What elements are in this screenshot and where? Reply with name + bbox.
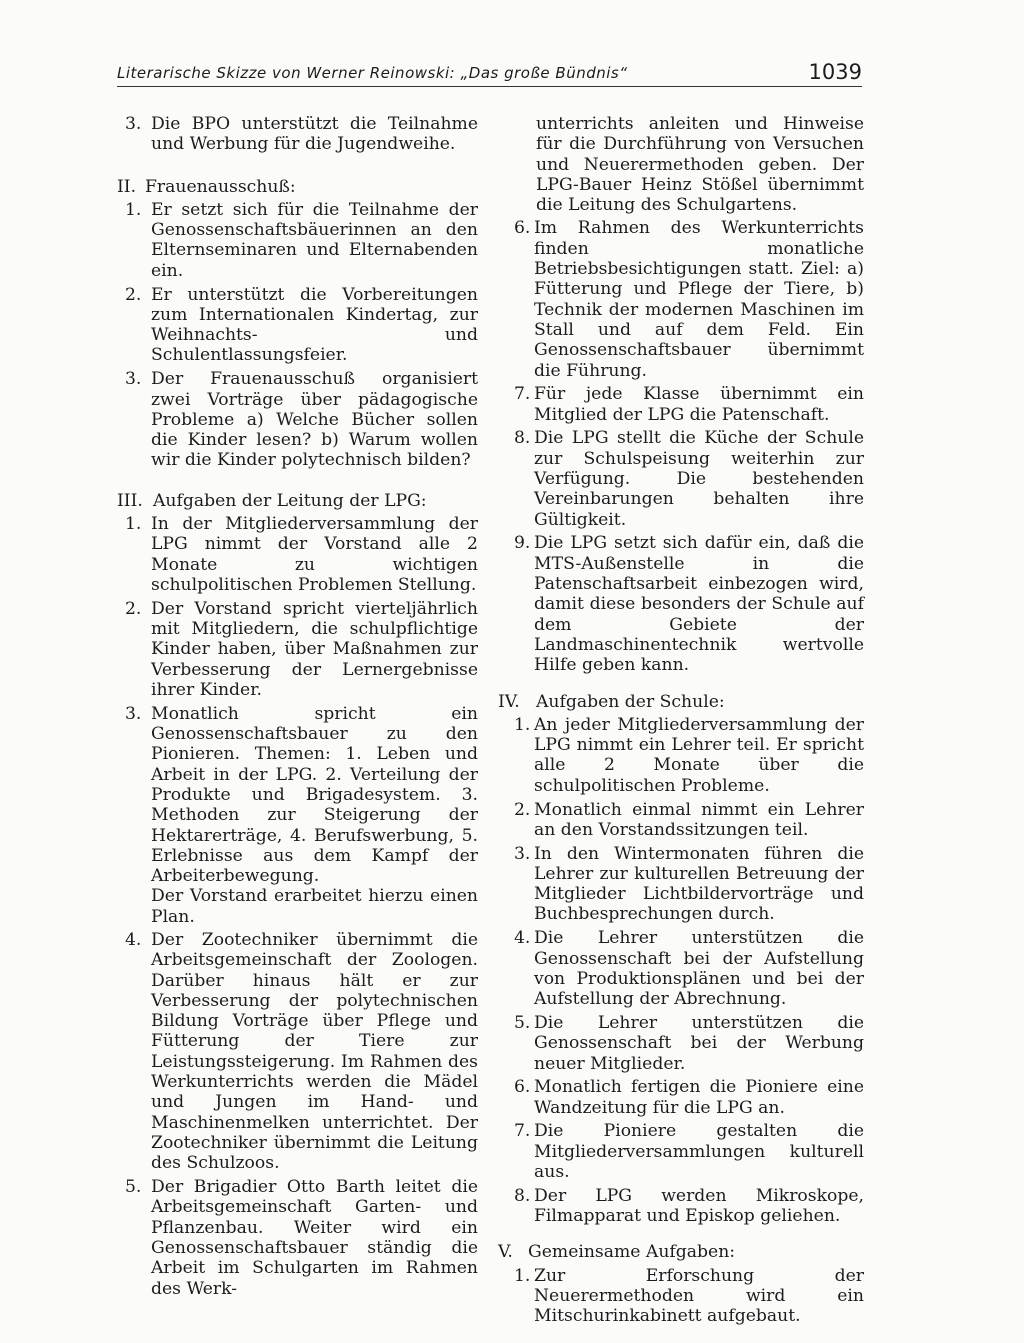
section-heading-iv: [498, 692, 864, 712]
list-item: [498, 1013, 864, 1074]
section-ii-list: [117, 200, 478, 471]
left-column: [117, 114, 478, 1302]
item-continuation: unterrichts anleiten und Hinweise für die Durchführung von Versuchen und Neuerermethoden geben. Der LPG-Bauer Heinz Stößel übernimmt die Leitung des Schulgartens.: [536, 114, 864, 216]
list-item: [498, 1077, 864, 1118]
list-item: [117, 1177, 478, 1299]
section-number: III.: [117, 490, 143, 511]
item-text: In der Mitgliederversammlung der LPG nimmt der Vorstand alle 2 Monate zu wichtigen schulpolitischen Problemen Stellung.: [151, 514, 478, 595]
item-number: 3.: [125, 703, 142, 724]
item-number: 9.: [514, 533, 531, 554]
list-item: [498, 1121, 864, 1182]
item-text: Der Frauenausschuß organisiert zwei Vorträge über pädagogische Probleme a) Welche Bücher sollen die Kinder lesen? b) Warum wollen wir die Kinder polytechnisch bilden?: [151, 369, 478, 471]
section-iii-list: [117, 514, 478, 1299]
item-text: Die Lehrer unterstützen die Genossenschaft bei der Aufstellung von Produktionsplänen und bei der Aufstellung der Abrechnung.: [534, 928, 864, 1010]
section-number: IV.: [498, 691, 520, 712]
list-item: [117, 599, 478, 700]
list-item: [498, 800, 864, 841]
section-iii-list-continued: [498, 218, 864, 675]
item-number: 5.: [514, 1012, 531, 1033]
header-rule: [117, 86, 862, 87]
list-item: [498, 1266, 864, 1327]
item-number: 5.: [125, 1177, 142, 1198]
item-text: Monatlich einmal nimmt ein Lehrer an den Vorstandssitzungen teil.: [534, 799, 864, 840]
item-number: 2.: [514, 799, 531, 820]
section-number: II.: [117, 176, 137, 197]
list-item: [498, 428, 864, 529]
item-number: 4.: [514, 928, 531, 949]
section-heading-ii: [117, 177, 478, 197]
running-title: Literarische Skizze von Werner Reinowski: „Das große Bündnis“: [117, 64, 628, 82]
item-text: Der LPG werden Mikroskope, Filmapparat und Episkop geliehen.: [534, 1185, 864, 1227]
list-item: [117, 704, 478, 887]
item-number: 3.: [125, 114, 142, 134]
section-title: Frauenausschuß:: [145, 176, 296, 197]
section-heading-iii: [117, 491, 478, 511]
item-number: 1.: [514, 1265, 531, 1286]
item-text: Im Rahmen des Werkunterrichts finden monatliche Betriebsbesichtigungen statt. Ziel: a) Fütterung und Pflege der Tiere, b) Technik der modernen Maschinen im Stall und auf dem Feld. Ein Genossenschaftsbauer übernimmt die Führung.: [534, 218, 864, 381]
item-text: Monatlich spricht ein Genossenschaftsbauer zu den Pionieren. Themen: 1. Leben und Arbeit in der LPG. 2. Verteilung der Produkte und Brigadesystem. 3. Methoden zur Steigerung der Hektarerträge, 4. Berufswerbung, 5. Erlebnisse aus dem Kampf der Arbeiterbewegung.: [151, 703, 478, 887]
page-number: 1039: [808, 60, 862, 84]
item-text: Er setzt sich für die Teilnahme der Genossenschaftsbäuerinnen an den Elternseminaren und Elternabenden ein.: [151, 199, 478, 281]
section-v-list: [498, 1266, 864, 1327]
item-continuation: Der Vorstand erarbeitet hierzu einen Plan.: [151, 886, 478, 927]
list-item: [498, 928, 864, 1009]
list-item: [117, 285, 478, 366]
item-number: 8.: [514, 428, 531, 449]
section-title: Aufgaben der Schule:: [536, 691, 725, 712]
list-item: [498, 1186, 864, 1227]
item-number: 6.: [514, 1077, 531, 1098]
list-item: [498, 715, 864, 796]
list-item: [117, 930, 478, 1174]
item-number: 6.: [514, 218, 531, 239]
item-text: Die BPO unterstützt die Teilnahme und Werbung für die Jugendweihe.: [151, 114, 478, 155]
item-text: Monatlich fertigen die Pioniere eine Wandzeitung für die LPG an.: [534, 1077, 864, 1118]
right-column: [498, 114, 864, 1330]
list-item: [117, 114, 478, 155]
item-text: Zur Erforschung der Neuerermethoden wird ein Mitschurinkabinett aufgebaut.: [534, 1265, 864, 1327]
section-number: V.: [498, 1242, 513, 1263]
item-number: 3.: [125, 369, 142, 390]
list-item: [498, 218, 864, 380]
item-text: Für jede Klasse übernimmt ein Mitglied der LPG die Patenschaft.: [534, 384, 864, 425]
item-number: 1.: [125, 514, 142, 535]
item-number: 2.: [125, 598, 142, 619]
item-text: An jeder Mitgliederversammlung der LPG nimmt ein Lehrer teil. Er spricht alle 2 Monate über die schulpolitischen Probleme.: [534, 714, 864, 796]
item-number: 1.: [514, 714, 531, 735]
item-text: Die Lehrer unterstützen die Genossenschaft bei der Werbung neuer Mitglieder.: [534, 1012, 864, 1074]
list-item: [498, 533, 864, 675]
list-item: [117, 514, 478, 595]
section-title: Gemeinsame Aufgaben:: [528, 1242, 736, 1263]
section-title: Aufgaben der Leitung der LPG:: [153, 490, 427, 511]
item-text: In den Wintermonaten führen die Lehrer zur kulturellen Betreuung der Mitglieder Lichtbildervorträge und Buchbesprechungen durch.: [534, 843, 864, 925]
list-item: [117, 369, 478, 470]
item-text: Die LPG stellt die Küche der Schule zur Schulspeisung weiterhin zur Verfügung. Die bestehenden Vereinbarungen behalten ihre Gültigkeit.: [534, 428, 864, 530]
list-item: [117, 200, 478, 281]
item-number: 7.: [514, 384, 531, 405]
item-text: Der Zootechniker übernimmt die Arbeitsgemeinschaft der Zoologen. Darüber hinaus hält er zur Verbesserung der polytechnischen Bildung Vorträge über Pflege und Fütterung der Tiere zur Leistungssteigerung. Im Rahmen des Werkunterrichts werden die Mädel und Jungen im Hand- und Maschinenmelken unterrichtet. Der Zootechniker übernimmt die Leitung des Schulzoos.: [151, 929, 478, 1174]
section-iv-list: [498, 715, 864, 1227]
section-heading-v: [498, 1242, 864, 1262]
item-number: 7.: [514, 1121, 531, 1142]
item-text: Der Vorstand spricht vierteljährlich mit Mitgliedern, die schulpflichtige Kinder haben, über Maßnahmen zur Verbesserung der Lernergebnisse ihrer Kinder.: [151, 598, 478, 700]
list-item: [498, 844, 864, 925]
running-header: [117, 62, 862, 92]
item-number: 3.: [514, 843, 531, 864]
item-text: Die LPG setzt sich dafür ein, daß die MTS-Außenstelle in die Patenschaftsarbeit einbezogen wird, damit diese besonders der Schule auf dem Gebiete der Landmaschinentechnik wertvolle Hilfe geben kann.: [534, 533, 864, 676]
item-text: Er unterstützt die Vorbereitungen zum Internationalen Kindertag, zur Weihnachts- und Schulentlassungsfeier.: [151, 284, 478, 366]
item-number: 8.: [514, 1185, 531, 1206]
item-number: 2.: [125, 284, 142, 305]
item-text: Die Pioniere gestalten die Mitgliederversammlungen kulturell aus.: [534, 1121, 864, 1183]
item-number: 4.: [125, 929, 142, 950]
item-number: 1.: [125, 199, 142, 220]
list-item: [498, 384, 864, 425]
item-text: Der Brigadier Otto Barth leitet die Arbeitsgemeinschaft Garten- und Pflanzenbau. Weiter wird ein Genossenschaftsbauer ständig die Arbeit im Schulgarten im Rahmen des Werk-: [151, 1177, 478, 1299]
